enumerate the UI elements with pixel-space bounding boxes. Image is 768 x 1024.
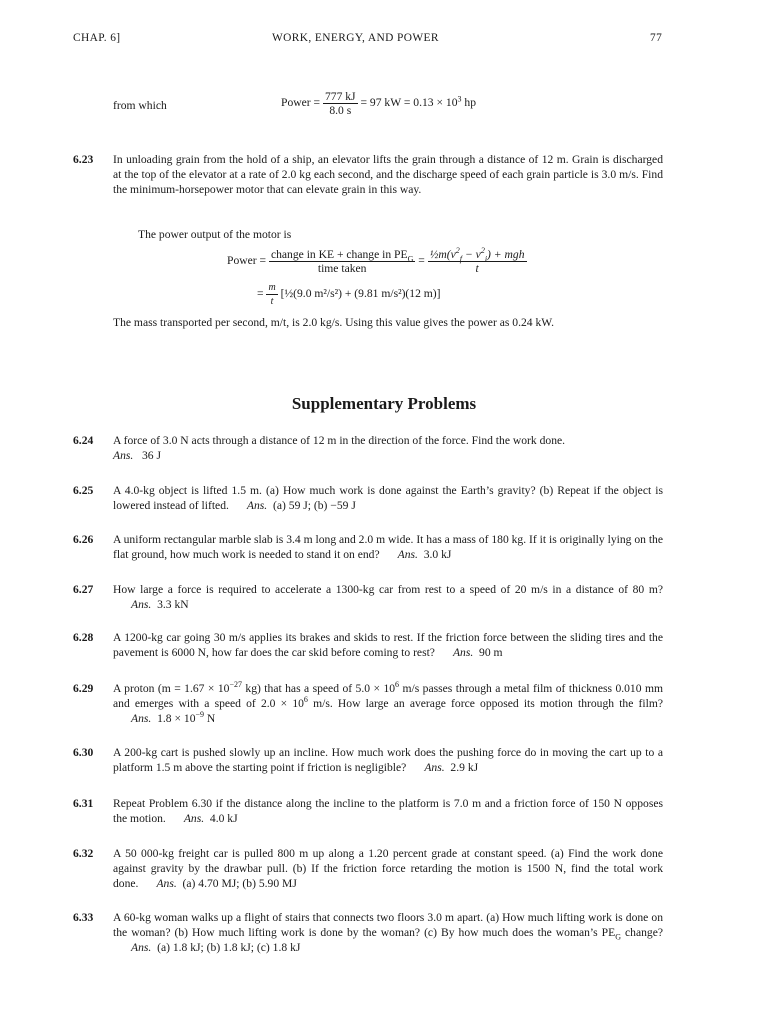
answer-label: Ans.	[131, 941, 152, 954]
answer-label: Ans.	[183, 812, 205, 825]
fraction-numerator: 777 kJ	[324, 90, 356, 103]
fraction-numerator: change in KE + change in PE	[270, 248, 408, 261]
energy-fraction	[269, 248, 415, 275]
answer-label: Ans.	[113, 449, 134, 462]
problem-text: A 50 000-kg freight car is pulled 800 m up along a 1.20 percent grade at constant speed. (a) Find the work done against gravity by the drawbar pull. (b) If the friction force retarding the motion is 1500 N, find the total work done. Ans. (a) 4.70 MJ; (b) 5.90 MJ	[113, 847, 663, 890]
fraction-denominator: t	[475, 262, 479, 275]
answer-value: (a) 4.70 MJ; (b) 5.90 MJ	[182, 877, 297, 890]
answer-label: Ans.	[131, 598, 152, 611]
bracket-expression: [½(9.0 m²/s²) + (9.81 m/s²)(12 m)]	[280, 287, 441, 301]
answer-value: 4.0 kJ	[209, 812, 238, 825]
power-formula	[227, 248, 527, 275]
problem-number: 6.32	[73, 847, 94, 860]
answer-value: 3.3 kN	[157, 598, 189, 611]
problem-number: 6.27	[73, 583, 94, 596]
answer-label: Ans.	[397, 548, 418, 561]
problem-text: A 1200-kg car going 30 m/s applies its brakes and skids to rest. If the friction force between the sliding tires and the pavement is 6000 N, how far does the car skid before coming to rest? Ans. 90 m	[113, 631, 663, 659]
answer-label: Ans.	[131, 712, 152, 725]
problem-number: 6.23	[73, 153, 94, 166]
page-number: 77	[650, 32, 663, 44]
problem-text: A 200-kg cart is pushed slowly up an incline. How much work does the pushing force do in moving the cart up to a platform 1.5 m above the starting point if friction is negligible? Ans. 2.9 kJ	[113, 746, 663, 774]
from-which-label: from which	[113, 99, 167, 112]
answer-value: 90 m	[479, 646, 503, 659]
power-exponent: 3	[457, 94, 462, 104]
power-fraction	[323, 90, 358, 117]
problem-text: How large a force is required to accelerate a 1300-kg car from rest to a speed of 20 m/s in a distance of 80 m?Ans. 3.3 kN	[113, 583, 663, 611]
answer-value: (a) 1.8 kJ; (b) 1.8 kJ; (c) 1.8 kJ	[157, 941, 301, 954]
problem-number: 6.28	[73, 631, 94, 644]
fraction-denominator: time taken	[317, 262, 367, 275]
answer-value: 3.0 kJ	[423, 548, 452, 561]
answer-value: 36 J	[142, 449, 162, 462]
kinetic-fraction: $\frac{\frac{1}{2}m(v^2_f - v^2_i) + mgh}{t}$	[429, 246, 525, 275]
fraction-numerator: m	[268, 282, 276, 293]
numerator-part: ½m(v	[429, 248, 456, 261]
power-label: Power =	[281, 96, 321, 110]
power-unit: hp	[461, 96, 476, 110]
problem-text: A proton ($m = 1.67 \times 10^{-27}$ kg) that has a speed of $5.0 \times 10^6$ m/s passes through a metal film of thickness 0.010 mm and emerges with a speed of $2.0 \times 10^6$ m/s. How large an average force opposed its motion through the film?Ans. $1.8 \times 10^{-9}$ N	[113, 680, 664, 725]
numerator-part: ) + mgh	[487, 248, 525, 261]
section-heading: Supplementary Problems	[291, 394, 477, 413]
answer-label: Ans.	[246, 499, 268, 512]
power-equation	[281, 90, 476, 117]
problem-text: In unloading grain from the hold of a ship, an elevator lifts the grain through a distance of 12 m. Grain is discharged at the top of the elevator at a rate of 2.0 kg each second, and the discharge speed of each grain particle is 3.0 m/s. Find the minimum-horsepower motor that can elevate grain in this way.	[113, 153, 663, 196]
solution-conclusion: The mass transported per second, m/t, is 2.0 kg/s. Using this value gives the power as 0.24 kW.	[113, 316, 555, 329]
equals-sign: =	[418, 254, 425, 268]
subscript: G	[407, 254, 414, 264]
problem-number: 6.29	[73, 682, 94, 695]
answer-label: Ans.	[156, 877, 177, 890]
problem-number: 6.30	[73, 746, 94, 759]
answer-value: 2.9 kJ	[450, 761, 479, 774]
mass-time-fraction	[266, 281, 277, 308]
power-label: Power =	[227, 254, 267, 268]
power-formula-line2	[257, 281, 441, 308]
problem-number: 6.33	[73, 911, 94, 924]
numerator-part: − v	[462, 248, 481, 261]
problem-number: 6.31	[73, 797, 94, 810]
problem-number: 6.26	[73, 533, 94, 546]
chapter-label: CHAP. 6]	[73, 32, 121, 44]
solution-intro: The power output of the motor is	[138, 228, 292, 241]
problem-text: A 4.0-kg object is lifted 1.5 m. (a) How much work is done against the Earth’s gravity? (b) Repeat if the object is lowered instead of lifted. Ans. (a) 59 J; (b) −59 J	[113, 484, 663, 512]
answer-label: Ans.	[452, 646, 474, 659]
problem-text: A 60-kg woman walks up a flight of stairs that connects two floors 3.0 m apart. (a) How much lifting work is done on the woman? (b) How much lifting work is done by the woman? (c) By how much does the woman’s $PE_G$ change?Ans. (a) 1.8 kJ; (b) 1.8 kJ; (c) 1.8 kJ	[113, 911, 664, 954]
problem-number: 6.24	[73, 434, 94, 447]
fraction-denominator: 8.0 s	[329, 104, 352, 117]
problem-text: A uniform rectangular marble slab is 3.4 m long and 2.0 m wide. It has a mass of 180 kg. If it is originally lying on the flat ground, how much work is needed to stand it on end? Ans. 3.0 kJ	[113, 533, 663, 561]
fraction-denominator: t	[270, 296, 274, 307]
power-result: = 97 kW = 0.13 × 10	[360, 96, 458, 110]
problem-text: A force of 3.0 N acts through a distance of 12 m in the direction of the force. Find the work done. Ans. 36 J	[113, 434, 566, 462]
equals-sign: =	[257, 287, 264, 301]
answer-value: (a) 59 J; (b) −59 J	[273, 499, 356, 512]
problem-number: 6.25	[73, 484, 94, 497]
running-title: WORK, ENERGY, AND POWER	[272, 32, 439, 44]
problem-text: Repeat Problem 6.30 if the distance along the incline to the platform is 7.0 m and a friction force of 150 N opposes the motion. Ans. 4.0 kJ	[113, 797, 663, 825]
answer-value: $1.8 \times 10^{-9}$ N	[157, 710, 216, 725]
answer-label: Ans.	[424, 761, 445, 774]
